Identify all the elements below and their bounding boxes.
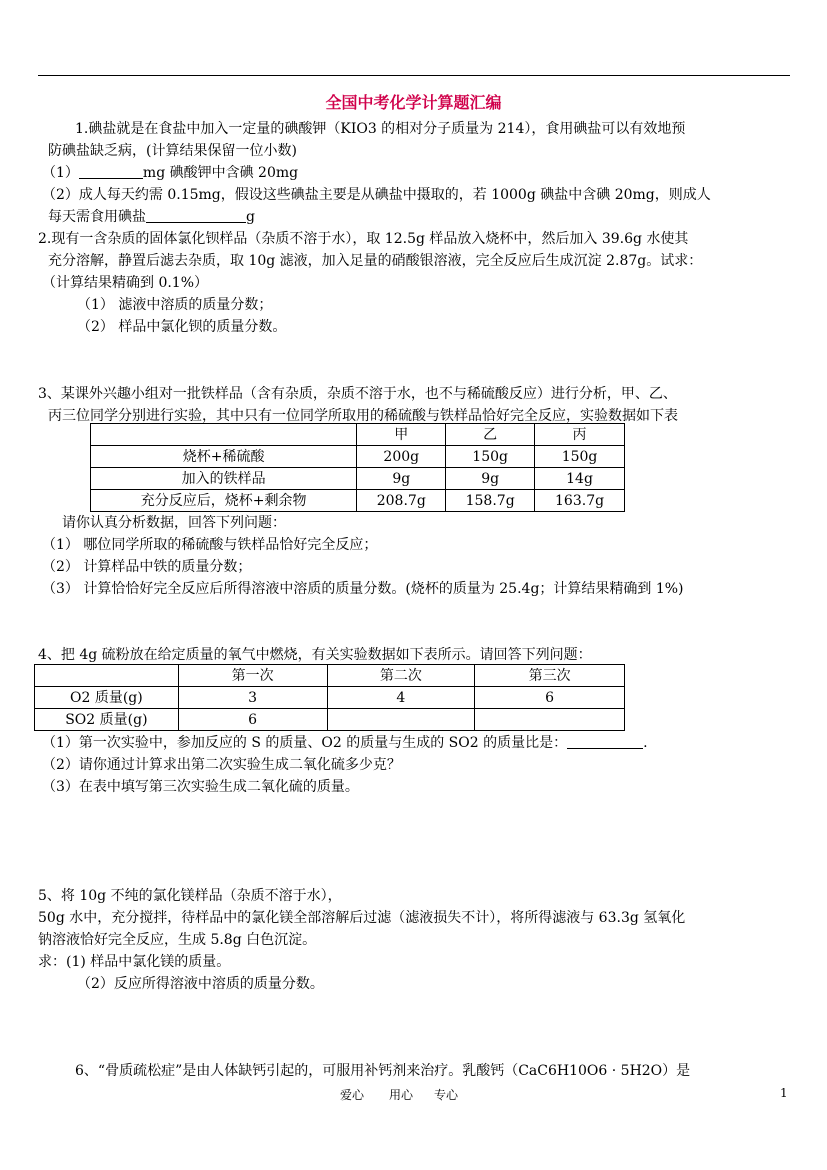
table-cell: 150g bbox=[446, 446, 535, 468]
table-cell: 加入的铁样品 bbox=[91, 468, 357, 490]
q2-line-2: 充分溶解，静置后滤去杂质，取 10g 滤液，加入足量的硝酸银溶液，完全反应后生成沉淀 2.87g。试求： bbox=[48, 253, 703, 269]
table-row bbox=[35, 709, 625, 731]
table-cell: 14g bbox=[535, 468, 625, 490]
q4-sub-3: （3）在表中填写第三次实验生成二氧化硫的质量。 bbox=[42, 779, 359, 795]
q1-part-1-prefix: （1） bbox=[42, 165, 79, 181]
q5-line-5: （2）反应所得溶液中溶质的质量分数。 bbox=[77, 976, 324, 992]
q3-data-table bbox=[90, 423, 625, 512]
table-cell: 6 bbox=[178, 709, 327, 731]
q2-sub-1: （1） 滤液中溶质的质量分数； bbox=[77, 297, 273, 313]
table-header-cell: 第三次 bbox=[475, 665, 625, 687]
q6-line-1: 6、“骨质疏松症”是由人体缺钙引起的，可服用补钙剂来治疗。乳酸钙（CaC6H10O6 · 5H2O）是 bbox=[75, 1063, 691, 1079]
q5-line-3: 钠溶液恰好完全反应，生成 5.8g 白色沉淀。 bbox=[38, 932, 317, 948]
q5-line-2: 50g 水中，充分搅拌，待样品中的氯化镁全部溶解后过滤（滤液损失不计），将所得滤液与 63.3g 氢氧化 bbox=[38, 910, 686, 926]
q5-line-4: 求：(1) 样品中氯化镁的质量。 bbox=[38, 954, 231, 970]
q3-instruction: 请你认真分析数据，回答下列问题： bbox=[62, 515, 286, 531]
table-cell: SO2 质量(g) bbox=[35, 709, 179, 731]
q1-stem-line-1: 1.碘盐就是在食盐中加入一定量的碘酸钾（KIO3 的相对分子质量为 214），食用碘盐可以有效地预 bbox=[75, 121, 686, 137]
table-cell[interactable] bbox=[327, 709, 475, 731]
q2-line-3: （计算结果精确到 0.1%） bbox=[42, 275, 209, 291]
answer-blank[interactable] bbox=[79, 164, 143, 179]
table-cell: 150g bbox=[535, 446, 625, 468]
q4-sub-1-prefix: （1）第一次实验中，参加反应的 S 的质量、O2 的质量与生成的 SO2 的质量比是： bbox=[42, 735, 568, 751]
table-header-row bbox=[91, 424, 625, 446]
table-cell: 158.7g bbox=[446, 490, 535, 512]
q3-sub-2: （2） 计算样品中铁的质量分数； bbox=[42, 559, 252, 575]
table-cell: 9g bbox=[357, 468, 446, 490]
footer-motto-1: 爱心 bbox=[340, 1088, 365, 1102]
q1-stem-line-2: 防碘盐缺乏病，(计算结果保留一位小数) bbox=[48, 143, 297, 159]
table-cell: 充分反应后，烧杯+剩余物 bbox=[91, 490, 357, 512]
q4-data-table bbox=[34, 664, 625, 731]
table-header-cell: 丙 bbox=[535, 424, 625, 446]
footer-motto-3: 专心 bbox=[434, 1088, 459, 1102]
table-cell: 200g bbox=[357, 446, 446, 468]
table-cell: 烧杯+稀硫酸 bbox=[91, 446, 357, 468]
q1-part-2-line-2 bbox=[48, 206, 255, 228]
q4-sub-1-suffix: . bbox=[643, 735, 648, 751]
table-header-row bbox=[35, 665, 625, 687]
answer-blank[interactable] bbox=[146, 208, 246, 223]
q1-part-1-suffix: mg 碘酸钾中含碘 20mg bbox=[142, 165, 299, 181]
table-header-cell: 甲 bbox=[357, 424, 446, 446]
q1-part-2-line-1: （2）成人每天约需 0.15mg，假设这些碘盐主要是从碘盐中摄取的，若 1000g 碘盐中含碘 20mg，则成人 bbox=[42, 187, 711, 203]
table-row bbox=[35, 687, 625, 709]
q4-line-1: 4、把 4g 硫粉放在给定质量的氧气中燃烧，有关实验数据如下表所示。请回答下列问题： bbox=[38, 647, 592, 663]
table-header-cell: 第一次 bbox=[178, 665, 327, 687]
q1-part-2-suffix: g bbox=[246, 209, 255, 225]
answer-blank[interactable] bbox=[567, 734, 643, 749]
table-cell: 3 bbox=[178, 687, 327, 709]
q1-part-1 bbox=[42, 162, 298, 184]
page-number: 1 bbox=[780, 1086, 788, 1100]
q3-line-2: 丙三位同学分别进行实验，其中只有一位同学所取用的稀硫酸与铁样品恰好完全反应，实验数据如下表 bbox=[48, 408, 678, 424]
table-header-cell bbox=[91, 424, 357, 446]
table-cell: 208.7g bbox=[357, 490, 446, 512]
page-title: 全国中考化学计算题汇编 bbox=[325, 93, 502, 112]
q3-line-1: 3、某课外兴趣小组对一批铁样品（含有杂质，杂质不溶于水，也不与稀硫酸反应）进行分析，甲、乙、 bbox=[38, 386, 677, 402]
q4-sub-1 bbox=[42, 732, 648, 754]
q2-sub-2: （2） 样品中氯化钡的质量分数。 bbox=[77, 319, 287, 335]
table-row bbox=[91, 468, 625, 490]
footer-motto-2: 用心 bbox=[389, 1088, 414, 1102]
table-cell: 163.7g bbox=[535, 490, 625, 512]
table-cell: 6 bbox=[475, 687, 625, 709]
table-cell: 9g bbox=[446, 468, 535, 490]
table-header-cell: 乙 bbox=[446, 424, 535, 446]
table-cell[interactable] bbox=[475, 709, 625, 731]
table-row bbox=[91, 446, 625, 468]
table-cell: O2 质量(g) bbox=[35, 687, 179, 709]
q5-line-1: 5、将 10g 不纯的氯化镁样品（杂质不溶于水）， bbox=[38, 888, 342, 904]
q4-sub-2: （2）请你通过计算求出第二次实验生成二氧化硫多少克？ bbox=[42, 757, 401, 773]
q1-part-2-prefix: 每天需食用碘盐 bbox=[48, 209, 146, 225]
q2-line-1: 2.现有一含杂质的固体氯化钡样品（杂质不溶于水），取 12.5g 样品放入烧杯中，然后加入 39.6g 水使其 bbox=[38, 231, 689, 247]
table-row bbox=[91, 490, 625, 512]
q3-sub-1: （1） 哪位同学所取的稀硫酸与铁样品恰好完全反应； bbox=[42, 537, 378, 553]
header-rule bbox=[38, 75, 790, 76]
table-cell: 4 bbox=[327, 687, 475, 709]
table-header-cell bbox=[35, 665, 179, 687]
table-header-cell: 第二次 bbox=[327, 665, 475, 687]
q3-sub-3: （3） 计算恰恰好完全反应后所得溶液中溶质的质量分数。(烧杯的质量为 25.4g；计算结果精确到 1%) bbox=[42, 581, 684, 597]
